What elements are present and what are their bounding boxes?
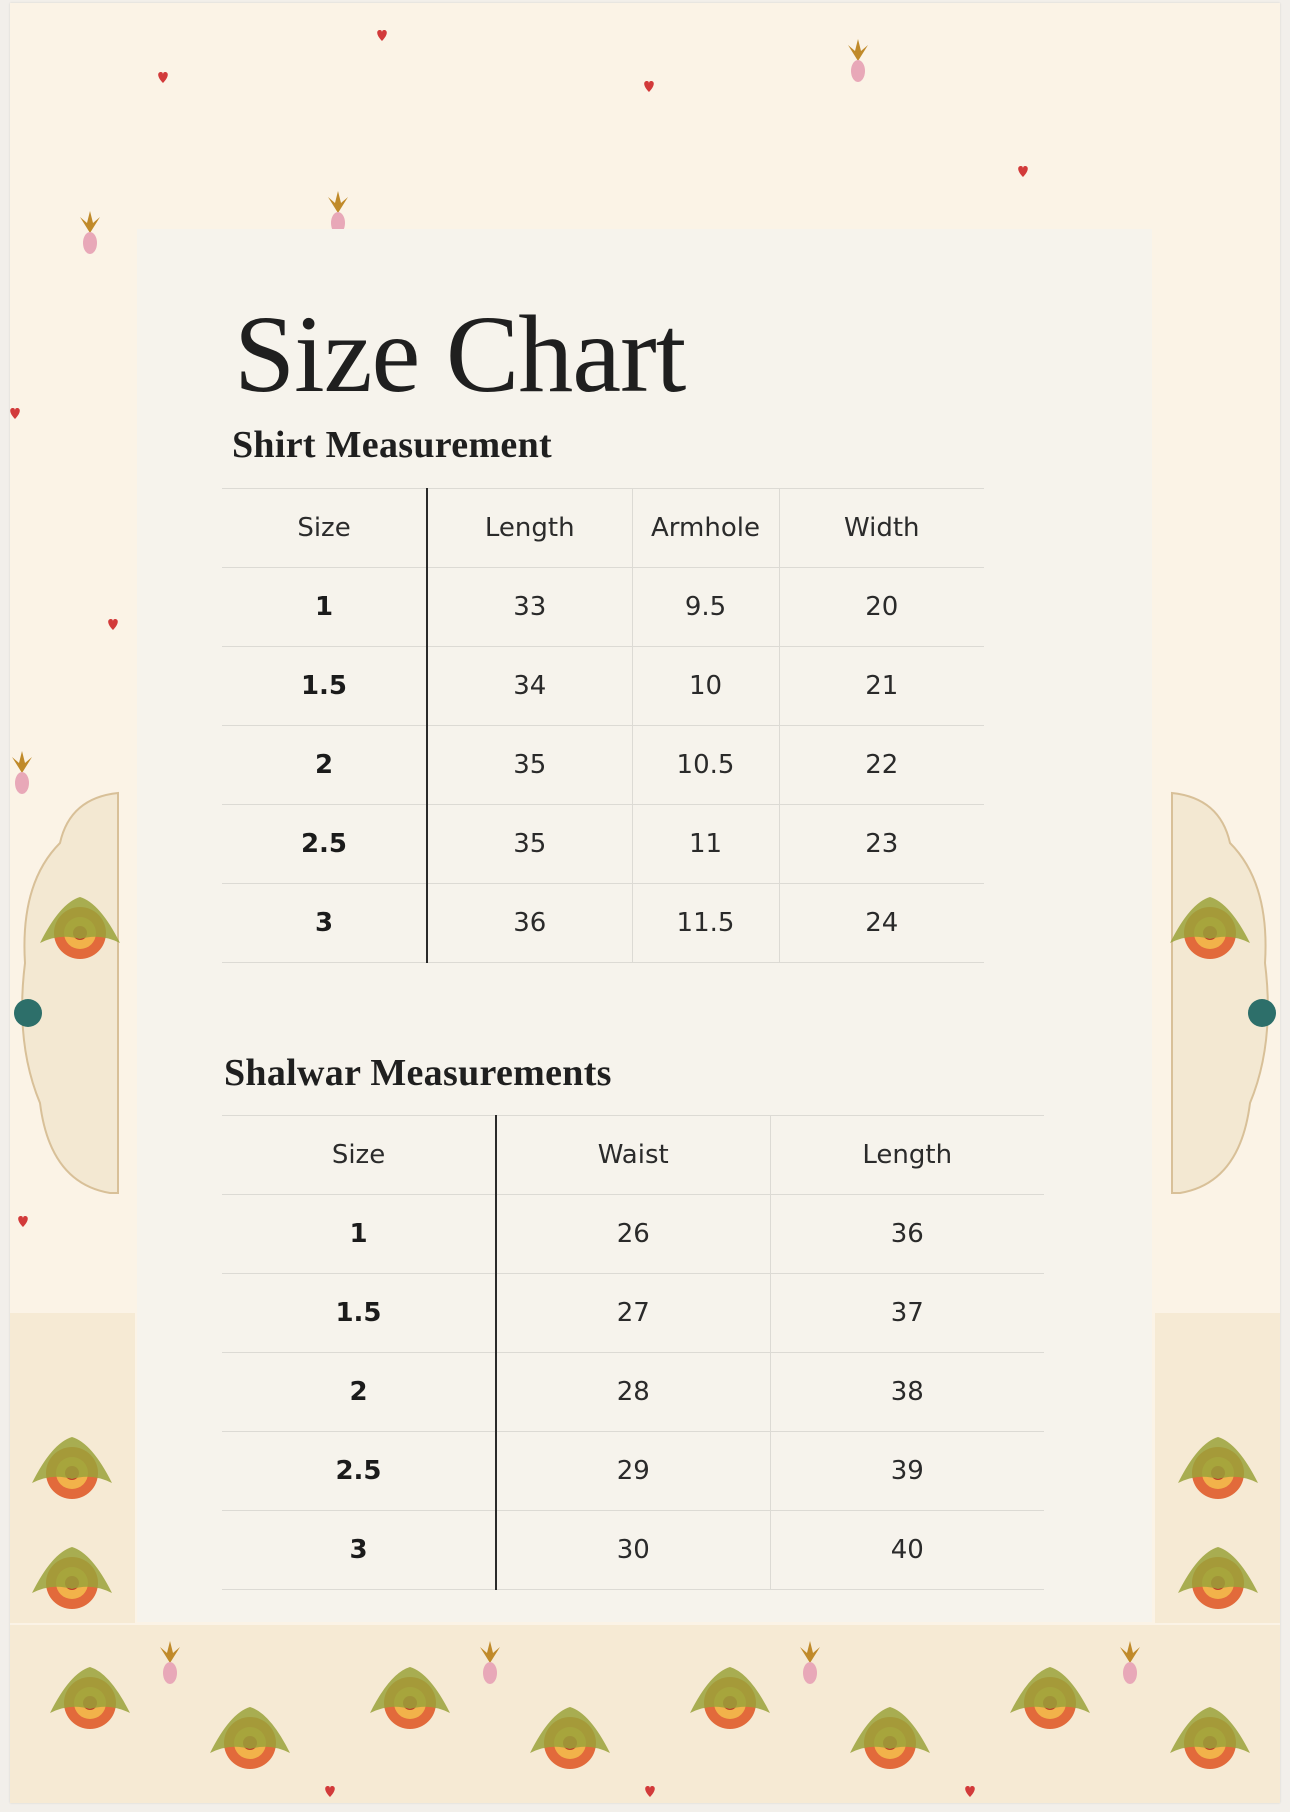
table-cell: 26 <box>496 1195 770 1274</box>
size-cell: 1 <box>222 568 427 647</box>
size-cell: 1.5 <box>222 1274 496 1353</box>
size-cell: 3 <box>222 884 427 963</box>
column-header: Waist <box>496 1116 770 1195</box>
shirt-measurement-table <box>222 488 984 963</box>
table-cell: 36 <box>427 884 632 963</box>
column-header: Length <box>770 1116 1044 1195</box>
table-cell: 40 <box>770 1511 1044 1590</box>
table-cell: 39 <box>770 1432 1044 1511</box>
table-cell: 10 <box>632 647 779 726</box>
table-header-row <box>222 489 984 568</box>
table-cell: 38 <box>770 1353 1044 1432</box>
shalwar-measurement-table <box>222 1115 1044 1590</box>
size-cell: 2.5 <box>222 805 427 884</box>
column-header: Width <box>779 489 984 568</box>
table-cell: 24 <box>779 884 984 963</box>
table-cell: 21 <box>779 647 984 726</box>
size-cell: 2.5 <box>222 1432 496 1511</box>
table-cell: 35 <box>427 805 632 884</box>
table-row <box>222 1432 1044 1511</box>
table-row <box>222 1195 1044 1274</box>
table-row <box>222 805 984 884</box>
table-cell: 36 <box>770 1195 1044 1274</box>
table-cell: 22 <box>779 726 984 805</box>
size-cell: 1 <box>222 1195 496 1274</box>
table-row <box>222 884 984 963</box>
table-header-row <box>222 1116 1044 1195</box>
table-cell: 33 <box>427 568 632 647</box>
table-cell: 10.5 <box>632 726 779 805</box>
table-row <box>222 1511 1044 1590</box>
size-cell: 1.5 <box>222 647 427 726</box>
table-cell: 9.5 <box>632 568 779 647</box>
table-cell: 37 <box>770 1274 1044 1353</box>
table-cell: 11.5 <box>632 884 779 963</box>
column-header: Size <box>222 1116 496 1195</box>
table-cell: 34 <box>427 647 632 726</box>
table-cell: 29 <box>496 1432 770 1511</box>
column-header: Armhole <box>632 489 779 568</box>
shalwar-section-heading: Shalwar Measurements <box>224 1052 612 1094</box>
table-cell: 11 <box>632 805 779 884</box>
table-cell: 28 <box>496 1353 770 1432</box>
table-row <box>222 647 984 726</box>
table-cell: 23 <box>779 805 984 884</box>
table-row <box>222 568 984 647</box>
size-cell: 3 <box>222 1511 496 1590</box>
column-header: Size <box>222 489 427 568</box>
table-row <box>222 1353 1044 1432</box>
table-cell: 35 <box>427 726 632 805</box>
table-row <box>222 726 984 805</box>
size-cell: 2 <box>222 1353 496 1432</box>
size-cell: 2 <box>222 726 427 805</box>
shirt-section-heading: Shirt Measurement <box>232 424 552 466</box>
table-cell: 20 <box>779 568 984 647</box>
column-header: Length <box>427 489 632 568</box>
table-row <box>222 1274 1044 1353</box>
size-chart-card <box>137 229 1152 1622</box>
table-cell: 27 <box>496 1274 770 1353</box>
page-title: Size Chart <box>234 293 686 415</box>
table-cell: 30 <box>496 1511 770 1590</box>
